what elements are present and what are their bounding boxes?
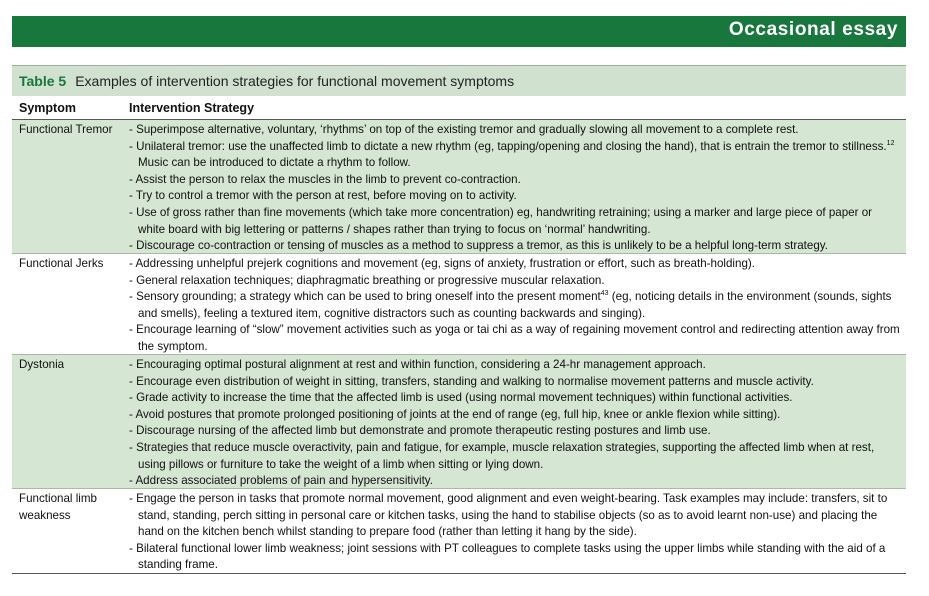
- table-header-row: [12, 96, 906, 120]
- symptom-cell: Dystonia: [19, 358, 65, 371]
- list-item: - Discourage nursing of the affected limb but demonstrate and promote therapeutic resting postures and limb use.: [129, 424, 711, 438]
- list-item: - Sensory grounding; a strategy which can be used to bring oneself into the present moment$^{43}$ (eg, noticing details in the environment (sounds, sights and smells), feeling a textured item, cognitive distractors such as counting backwards and singing).: [129, 290, 892, 320]
- list-item: - General relaxation techniques; diaphragmatic breathing or progressive muscular relaxation.: [129, 273, 605, 287]
- list-item: - Try to control a tremor with the person at rest, before moving on to activity.: [129, 189, 517, 203]
- strategy-cell: [129, 491, 906, 571]
- strategy-cell: [129, 357, 906, 486]
- table-caption: [12, 65, 906, 96]
- list-item: - Addressing unhelpful prejerk cognitions and movement (eg, signs of anxiety, frustration or effort, such as breath-holding).: [129, 257, 755, 270]
- list-item: - Encouraging optimal postural alignment at rest and within function, considering a 24-hr management approach.: [129, 358, 706, 371]
- list-item: - Use of gross rather than fine movements (which take more concentration) eg, handwriting retraining; using a marker and large piece of paper or white board with big lettering or patterns / shapes rather than trying to focus on ‘normal’ handwriting.: [129, 205, 873, 236]
- strategy-cell: [129, 122, 906, 251]
- list-item: - Engage the person in tasks that promote normal movement, good alignment and even weight-bearing. Task examples may include: transfers, sit to stand, standing, perch sitting in personal care or kitchen tasks, using the hand to stabilise objects (so as to avoid learnt non-use) and placing the hand on the kitchen bench whilst standing to prepare food (rather than letting it hang by the side).: [129, 492, 888, 539]
- table-row: [12, 489, 906, 574]
- table-label: Table 5: [19, 73, 67, 89]
- section-banner-title: Occasional essay: [728, 19, 898, 40]
- intervention-table: [12, 65, 906, 574]
- list-item: - Discourage co-contraction or tensing of muscles as a method to suppress a tremor, as this is unlikely to be a helpful long-term strategy.: [129, 239, 828, 253]
- list-item: - Grade activity to increase the time that the affected limb is used (using normal movement techniques) within functional activities.: [129, 391, 793, 405]
- list-item: - Bilateral functional lower limb weakness; joint sessions with PT colleagues to complete tasks using the upper limbs while standing with the aid of a standing frame.: [129, 541, 886, 572]
- list-item: - Encourage learning of “slow” movement activities such as yoga or tai chi as a way of regaining movement control and redirecting attention away from the symptom.: [129, 323, 900, 353]
- list-item: - Encourage even distribution of weight in sitting, transfers, standing and walking to normalise movement patterns and muscle activity.: [129, 374, 814, 388]
- table-row: [12, 254, 906, 355]
- header-symptom: Symptom: [19, 100, 76, 115]
- list-item: - Superimpose alternative, voluntary, ‘rhythms’ on top of the existing tremor and gradually slowing all movement to a complete rest.: [129, 123, 799, 136]
- list-item: - Address associated problems of pain and hypersensitivity.: [129, 474, 433, 488]
- section-banner: [12, 16, 906, 47]
- reference-superscript: 12: [886, 139, 895, 147]
- strategy-cell: [129, 256, 906, 352]
- table-row: [12, 120, 906, 254]
- list-item: - Strategies that reduce muscle overactivity, pain and fatigue, for example, muscle relaxation strategies, supporting the affected limb when at rest, using pillows or furniture to take the weight of a limb when sitting or lying down.: [129, 440, 875, 471]
- symptom-cell: Functional limb weakness: [19, 492, 97, 522]
- list-item: - Unilateral tremor: use the unaffected limb to dictate a new rhythm (eg, tapping/opening and closing the hand), that is entrain the tremor to stillness.$^{12}$ Music can be introduced to dictate a rhythm to follow.: [129, 139, 895, 170]
- list-item: - Avoid postures that promote prolonged positioning of joints at the end of range (eg, full hip, knee or ankle flexion while sitting).: [129, 407, 781, 421]
- symptom-cell: Functional Tremor: [19, 123, 113, 136]
- table-row: [12, 355, 906, 489]
- reference-superscript: 43: [600, 290, 609, 298]
- symptom-cell: Functional Jerks: [19, 257, 104, 270]
- list-item: - Assist the person to relax the muscles in the limb to prevent co-contraction.: [129, 172, 521, 186]
- table-title: Examples of intervention strategies for functional movement symptoms: [75, 73, 515, 89]
- header-strategy: Intervention Strategy: [129, 100, 255, 115]
